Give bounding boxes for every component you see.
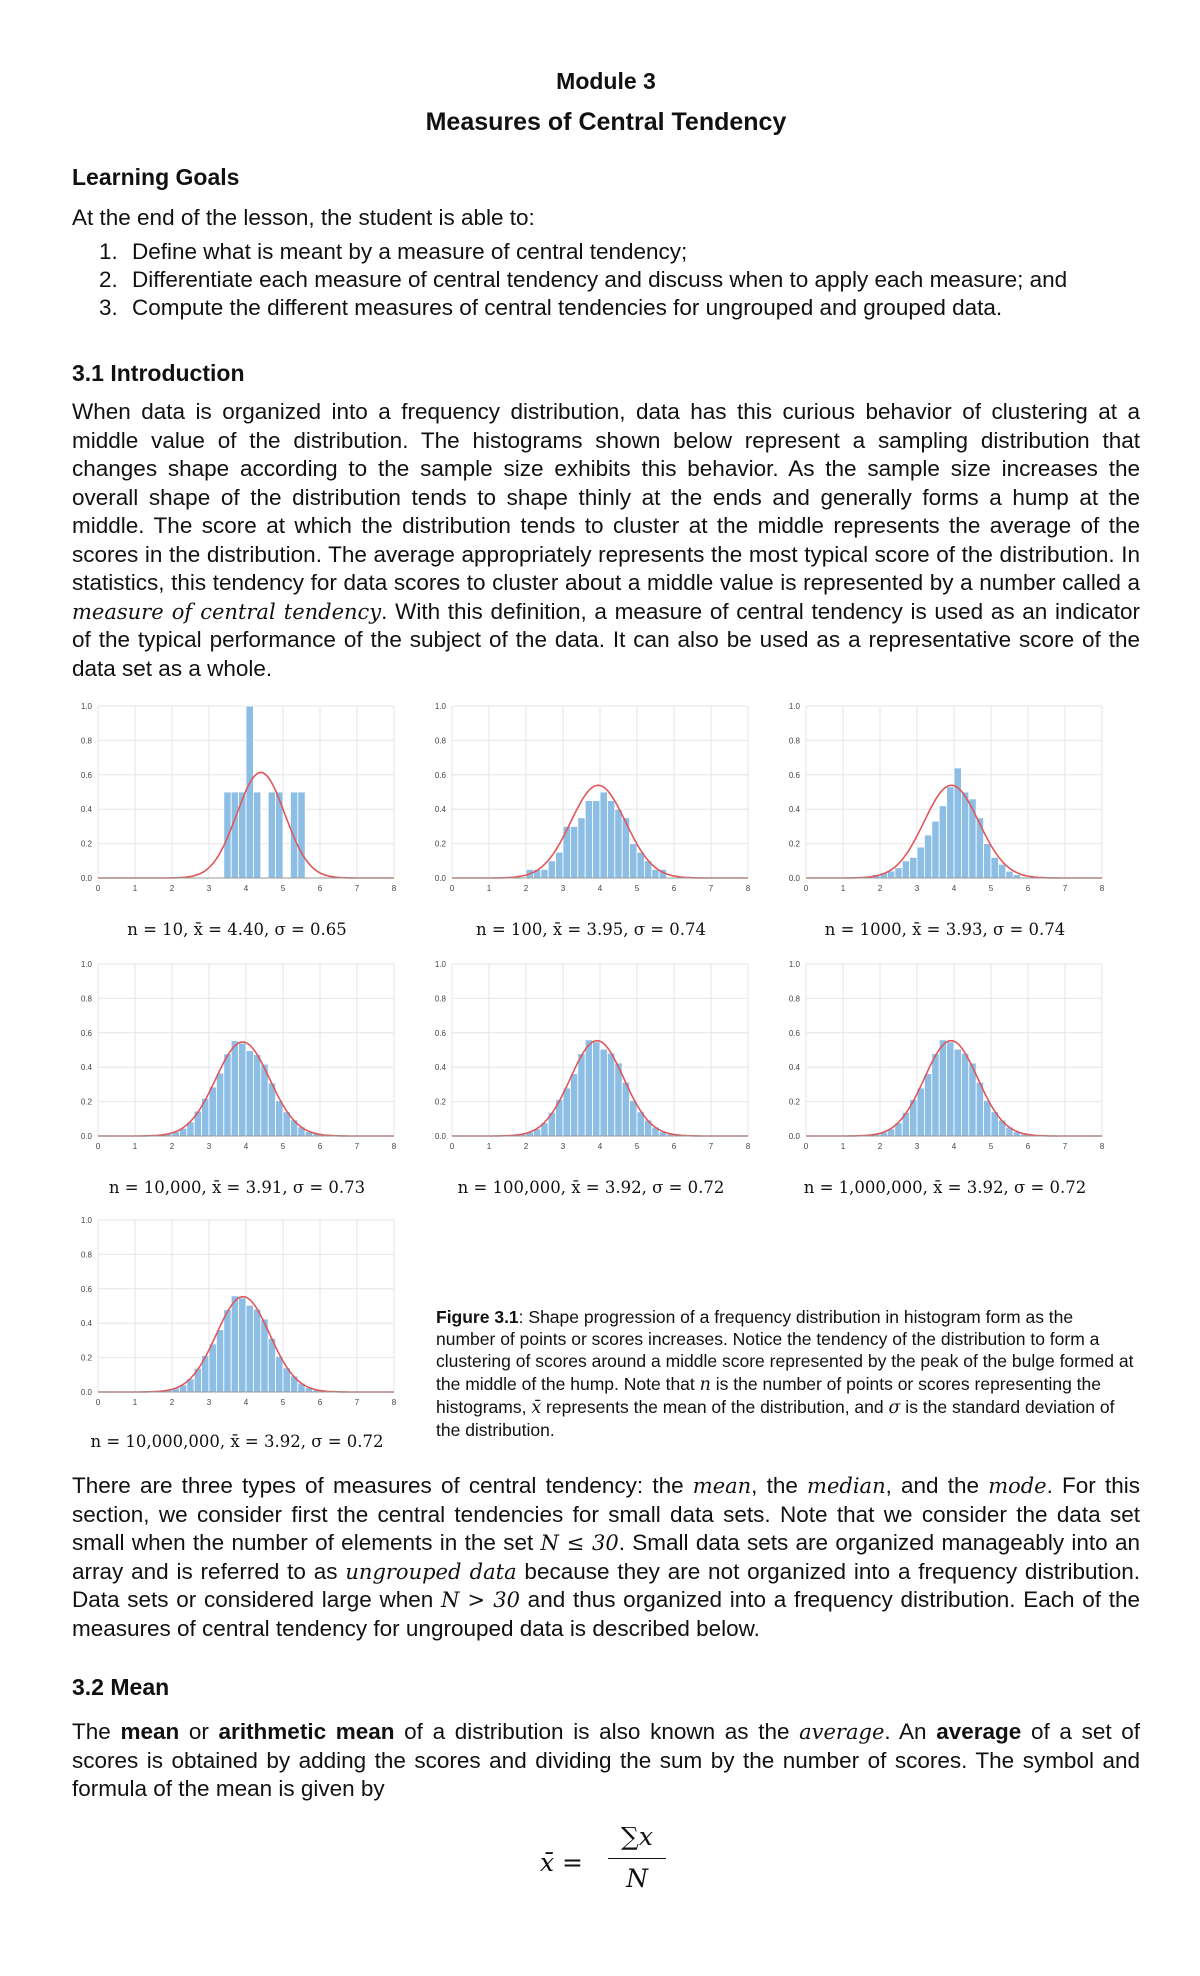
term-median: median: [807, 1474, 886, 1498]
mean-text: or: [179, 1719, 219, 1744]
module-number: Module 3: [556, 68, 656, 94]
histogram-bar: [216, 1073, 223, 1136]
histogram-bar: [246, 1051, 253, 1136]
histogram-bar: [253, 792, 260, 878]
formula-numerator: ∑x: [621, 1822, 653, 1851]
histogram-bar: [902, 861, 909, 878]
histogram-bar: [593, 801, 600, 878]
histogram-bar: [615, 809, 622, 878]
x-tick-label: 8: [391, 884, 397, 893]
y-tick-label: 1.0: [434, 960, 446, 969]
learning-goals-intro: At the end of the lesson, the student is able to:: [72, 205, 535, 230]
histogram-bar: [1013, 875, 1020, 878]
histogram-n-10: [72, 700, 402, 906]
histogram-bar: [939, 1040, 946, 1136]
y-tick-label: 1.0: [80, 702, 92, 711]
histogram-bar: [276, 1356, 283, 1392]
histogram-bar: [209, 1344, 216, 1392]
y-tick-label: 0.2: [80, 839, 92, 849]
x-tick-label: 8: [745, 884, 751, 893]
x-tick-label: 0: [449, 884, 455, 893]
y-tick-label: 0.6: [80, 1028, 92, 1038]
histogram-svg: [780, 958, 1110, 1164]
x-tick-label: 8: [391, 1142, 397, 1151]
types-text: . For this section, we consider first the central tendencies for small data sets. Note that we consider the data set small when the number of elements in the set: [72, 1473, 1140, 1555]
y-tick-label: 1.0: [80, 1216, 92, 1225]
histogram-bar: [224, 792, 231, 878]
histogram-bar: [961, 792, 968, 878]
y-tick-label: 0.2: [434, 1097, 446, 1107]
x-tick-label: 4: [951, 884, 957, 893]
goal-item: 2. Differentiate each measure of central tendency and discuss when to apply each measure; and: [124, 266, 1140, 294]
y-tick-label: 0.8: [80, 994, 92, 1004]
histogram-bar: [600, 792, 607, 878]
x-tick-label: 7: [354, 884, 360, 893]
histogram-caption: n = 10,000, x̄ = 3.91, σ = 0.73: [108, 1178, 366, 1197]
x-tick-label: 1: [840, 1142, 846, 1151]
y-tick-label: 0.0: [434, 874, 446, 883]
histogram-bar: [976, 818, 983, 878]
y-tick-label: 0.4: [80, 805, 92, 815]
mean-paragraph: [72, 1718, 1140, 1804]
y-tick-label: 0.2: [80, 1097, 92, 1107]
types-text: , the: [751, 1473, 808, 1498]
histogram-bar: [298, 792, 305, 878]
x-tick-label: 0: [95, 884, 101, 893]
y-tick-label: 0.8: [434, 994, 446, 1004]
x-tick-label: 7: [1062, 884, 1068, 893]
x-tick-label: 1: [486, 1142, 492, 1151]
term-arithmetic-mean: arithmetic mean: [218, 1719, 395, 1744]
x-tick-label: 3: [560, 884, 566, 893]
term-average-bold: average: [936, 1719, 1022, 1744]
histogram-bar: [932, 1054, 939, 1136]
histogram-bar: [630, 1100, 637, 1136]
x-tick-label: 7: [708, 884, 714, 893]
histogram-svg: [72, 700, 402, 906]
goal-item: 1. Define what is meant by a measure of central tendency;: [124, 238, 1140, 266]
x-tick-label: 8: [745, 1142, 751, 1151]
types-text: and thus organized into a frequency distribution. Each of the measures of central tendency for ungrouped data is described below.: [72, 1587, 1141, 1641]
y-tick-label: 0.4: [434, 805, 446, 815]
histogram-bar: [998, 864, 1005, 878]
histogram-bar: [556, 852, 563, 878]
x-tick-label: 4: [243, 1398, 249, 1407]
x-tick-label: 6: [1025, 884, 1031, 893]
x-tick-label: 5: [988, 1142, 994, 1151]
var-xbar: x̄: [531, 1397, 542, 1418]
x-tick-label: 8: [1099, 884, 1105, 893]
intro-text-end: . With this definition, a measure of central tendency is used as an indicator of the typical performance of the subject of the data. It can also be used as a representative score of the data set as a whole.: [72, 598, 1140, 681]
y-tick-label: 0.6: [788, 770, 800, 780]
x-tick-label: 5: [280, 1142, 286, 1151]
types-paragraph: [72, 1472, 1140, 1643]
y-tick-label: 1.0: [434, 702, 446, 711]
histogram-caption: n = 100,000, x̄ = 3.92, σ = 0.72: [457, 1178, 725, 1197]
y-tick-label: 0.0: [80, 1132, 92, 1141]
x-tick-label: 2: [523, 1142, 529, 1151]
histogram-caption: n = 100, x̄ = 3.95, σ = 0.74: [475, 920, 707, 939]
x-tick-label: 2: [169, 1398, 175, 1407]
x-tick-label: 5: [988, 884, 994, 893]
figure-caption-text: is the number of points or scores representing the histograms,: [436, 1373, 1101, 1417]
histogram-bar: [224, 1054, 231, 1136]
histogram-bar: [578, 1054, 585, 1136]
x-tick-label: 6: [1025, 1142, 1031, 1151]
figure-caption-text: : Shape progression of a frequency distribution in histogram form as the number of points or scores increases. Notice the tendency of the distribution to form a clustering of scores around a middle score represented by the peak of the bulge formed at the middle of the hump. Note that: [436, 1307, 1134, 1394]
mean-text: . An: [884, 1719, 937, 1744]
x-tick-label: 3: [914, 1142, 920, 1151]
x-tick-label: 3: [206, 884, 212, 893]
histogram-bar: [216, 1330, 223, 1392]
x-tick-label: 6: [317, 1398, 323, 1407]
histogram-bar: [209, 1087, 216, 1136]
y-tick-label: 0.0: [434, 1132, 446, 1141]
y-tick-label: 0.4: [788, 1063, 800, 1073]
x-tick-label: 3: [206, 1398, 212, 1407]
y-tick-label: 1.0: [80, 960, 92, 969]
intro-heading: 3.1 Introduction: [72, 360, 245, 386]
histogram-bar: [924, 835, 931, 878]
y-tick-label: 0.6: [434, 1028, 446, 1038]
histogram-bar: [253, 1309, 260, 1392]
condition-small: N ≤ 30: [540, 1531, 619, 1555]
types-text: . Small data sets are organized manageably into an array and is referred to as: [72, 1530, 1140, 1584]
x-tick-label: 1: [132, 884, 138, 893]
y-tick-label: 0.0: [788, 874, 800, 883]
mean-formula: [540, 1822, 680, 1898]
y-tick-label: 0.6: [80, 770, 92, 780]
y-tick-label: 1.0: [788, 702, 800, 711]
histogram-bar: [954, 1049, 961, 1136]
x-tick-label: 1: [132, 1398, 138, 1407]
histogram-n-100: [426, 700, 756, 906]
x-tick-label: 6: [317, 1142, 323, 1151]
x-tick-label: 1: [840, 884, 846, 893]
histogram-bar: [630, 844, 637, 878]
histogram-svg: [426, 958, 756, 1164]
fraction-bar: [608, 1858, 666, 1859]
x-tick-label: 0: [95, 1142, 101, 1151]
y-tick-label: 0.8: [788, 994, 800, 1004]
histogram-bar: [652, 869, 659, 878]
x-tick-label: 0: [803, 1142, 809, 1151]
y-tick-label: 0.6: [788, 1028, 800, 1038]
x-tick-label: 5: [634, 1142, 640, 1151]
histogram-bar: [268, 1083, 275, 1136]
page-title: Measures of Central Tendency: [425, 108, 787, 136]
learning-goals-heading: Learning Goals: [72, 164, 240, 190]
mean-text: of a set of scores is obtained by adding the scores and dividing the sum by the number of scores. The symbol and formula of the mean is given by: [72, 1719, 1140, 1801]
y-tick-label: 0.8: [80, 1250, 92, 1260]
y-tick-label: 1.0: [788, 960, 800, 969]
goal-item: 3. Compute the different measures of central tendencies for ungrouped and grouped data.: [124, 294, 1140, 322]
histogram-svg: [72, 1214, 402, 1420]
y-tick-label: 0.2: [434, 839, 446, 849]
x-tick-label: 1: [132, 1142, 138, 1151]
y-tick-label: 0.8: [80, 736, 92, 746]
histogram-bar: [947, 787, 954, 878]
histogram-bar: [585, 1040, 592, 1136]
x-tick-label: 4: [951, 1142, 957, 1151]
x-tick-label: 2: [877, 884, 883, 893]
intro-text: When data is organized into a frequency distribution, data has this curious behavior of clustering at a middle value of the distribution. The histograms shown below represent a sampling distribution that changes shape according to the sample size exhibits this behavior. As the sample size increases the overall shape of the distribution tends to shape thinly at the ends and generally forms a hump at the middle. The score at which the distribution tends to cluster at the middle represents the average of the scores in the distribution. The average appropriately represents the most typical score of the distribution. In statistics, this tendency for data scores to cluster about a middle value is represented by a number called a: [72, 399, 1140, 595]
term-average: average: [799, 1720, 885, 1744]
x-tick-label: 7: [354, 1398, 360, 1407]
histogram-n-1000: [780, 700, 1110, 906]
term-mean-bold: mean: [120, 1719, 180, 1744]
x-tick-label: 3: [206, 1142, 212, 1151]
x-tick-label: 0: [449, 1142, 455, 1151]
term-mode: mode: [988, 1474, 1047, 1498]
x-tick-label: 2: [169, 1142, 175, 1151]
histogram-bar: [563, 1088, 570, 1136]
histogram-bar: [637, 852, 644, 878]
histogram-bar: [541, 869, 548, 878]
y-tick-label: 0.0: [80, 1388, 92, 1397]
figure-caption-text: represents the mean of the distribution, and: [541, 1396, 889, 1417]
var-n: n: [699, 1374, 711, 1395]
term-mean: mean: [692, 1474, 752, 1498]
term-ungrouped: ungrouped data: [345, 1559, 517, 1584]
x-tick-label: 0: [803, 884, 809, 893]
types-text: because they are not organized into a frequency distribution. Data sets or considered large when: [72, 1558, 1140, 1612]
y-tick-label: 0.6: [434, 770, 446, 780]
histogram-bar: [939, 806, 946, 878]
histogram-bar: [224, 1310, 231, 1392]
x-tick-label: 2: [877, 1142, 883, 1151]
x-tick-label: 4: [597, 884, 603, 893]
y-tick-label: 0.0: [80, 874, 92, 883]
x-tick-label: 1: [486, 884, 492, 893]
histogram-bar: [585, 801, 592, 878]
intro-term: measure of central tendency: [72, 599, 382, 624]
y-tick-label: 0.2: [788, 839, 800, 849]
histogram-bar: [924, 1074, 931, 1136]
histogram-bar: [984, 844, 991, 878]
x-tick-label: 8: [391, 1398, 397, 1407]
y-tick-label: 0.4: [434, 1063, 446, 1073]
histogram-bar: [253, 1055, 260, 1136]
x-tick-label: 0: [95, 1398, 101, 1407]
histogram-n-10000000: [72, 1214, 402, 1420]
histogram-bar: [917, 847, 924, 878]
mean-text: of a distribution is also known as the: [394, 1719, 800, 1744]
x-tick-label: 2: [169, 884, 175, 893]
histogram-n-1000000: [780, 958, 1110, 1164]
condition-large: N > 30: [440, 1588, 520, 1612]
histogram-bar: [607, 1053, 614, 1136]
histogram-bar: [947, 1042, 954, 1136]
types-text: There are three types of measures of central tendency: the: [72, 1473, 693, 1498]
figure-caption: [436, 1306, 1136, 1441]
histogram-bar: [984, 1100, 991, 1136]
x-tick-label: 5: [280, 1398, 286, 1407]
histogram-bar: [290, 792, 297, 878]
histogram-bar: [231, 1296, 238, 1392]
x-tick-label: 7: [354, 1142, 360, 1151]
histogram-bar: [268, 792, 275, 878]
x-tick-label: 8: [1099, 1142, 1105, 1151]
mean-heading: 3.2 Mean: [72, 1674, 170, 1700]
formula-lhs: x̄ =: [540, 1848, 583, 1877]
histogram-bar: [917, 1088, 924, 1136]
y-tick-label: 0.4: [788, 805, 800, 815]
x-tick-label: 6: [671, 884, 677, 893]
histogram-bar: [607, 801, 614, 878]
x-tick-label: 4: [243, 884, 249, 893]
x-tick-label: 3: [560, 1142, 566, 1151]
mean-text: The: [72, 1719, 121, 1744]
x-tick-label: 2: [523, 884, 529, 893]
y-tick-label: 0.0: [788, 1132, 800, 1141]
histogram-bar: [276, 1101, 283, 1136]
intro-paragraph: [72, 398, 1140, 683]
figure-label: Figure 3.1: [436, 1307, 519, 1327]
histogram-bar: [231, 1041, 238, 1136]
types-text: , and the: [885, 1473, 989, 1498]
histogram-bar: [570, 1074, 577, 1136]
var-sigma: σ: [888, 1397, 901, 1418]
y-tick-label: 0.2: [80, 1353, 92, 1363]
histogram-bar: [593, 1042, 600, 1136]
x-tick-label: 6: [671, 1142, 677, 1151]
histogram-bar: [570, 826, 577, 878]
histogram-bar: [954, 768, 961, 878]
figure-caption-text: is the standard deviation of the distribution.: [436, 1396, 1115, 1441]
histogram-bar: [246, 1305, 253, 1392]
histogram-bar: [991, 857, 998, 878]
histogram-caption: n = 10, x̄ = 4.40, σ = 0.65: [127, 920, 347, 939]
y-tick-label: 0.4: [80, 1063, 92, 1073]
histogram-svg: [72, 958, 402, 1164]
histogram-bar: [578, 818, 585, 878]
y-tick-label: 0.8: [434, 736, 446, 746]
histogram-n-100000: [426, 958, 756, 1164]
x-tick-label: 5: [280, 884, 286, 893]
histogram-bar: [246, 706, 253, 878]
histogram-bar: [961, 1053, 968, 1136]
histogram-bar: [548, 861, 555, 878]
histogram-svg: [426, 700, 756, 906]
learning-goals-list: [72, 238, 1140, 322]
histogram-caption: n = 10,000,000, x̄ = 3.92, σ = 0.72: [90, 1432, 384, 1451]
formula-denominator: N: [626, 1864, 648, 1893]
x-tick-label: 7: [708, 1142, 714, 1151]
y-tick-label: 0.2: [788, 1097, 800, 1107]
histogram-bar: [600, 1049, 607, 1136]
histogram-bar: [910, 857, 917, 878]
histogram-bar: [895, 868, 902, 878]
x-tick-label: 3: [914, 884, 920, 893]
histogram-bar: [239, 1298, 246, 1392]
histogram-bar: [1006, 871, 1013, 878]
histogram-bar: [231, 792, 238, 878]
histogram-bar: [239, 1043, 246, 1136]
histogram-svg: [780, 700, 1110, 906]
histogram-bar: [932, 821, 939, 878]
y-tick-label: 0.4: [80, 1319, 92, 1329]
y-tick-label: 0.6: [80, 1284, 92, 1294]
x-tick-label: 5: [634, 884, 640, 893]
x-tick-label: 7: [1062, 1142, 1068, 1151]
x-tick-label: 4: [597, 1142, 603, 1151]
histogram-caption: n = 1000, x̄ = 3.93, σ = 0.74: [824, 920, 1066, 939]
histogram-n-10000: [72, 958, 402, 1164]
y-tick-label: 0.8: [788, 736, 800, 746]
histogram-caption: n = 1,000,000, x̄ = 3.92, σ = 0.72: [803, 1178, 1087, 1197]
x-tick-label: 4: [243, 1142, 249, 1151]
x-tick-label: 6: [317, 884, 323, 893]
